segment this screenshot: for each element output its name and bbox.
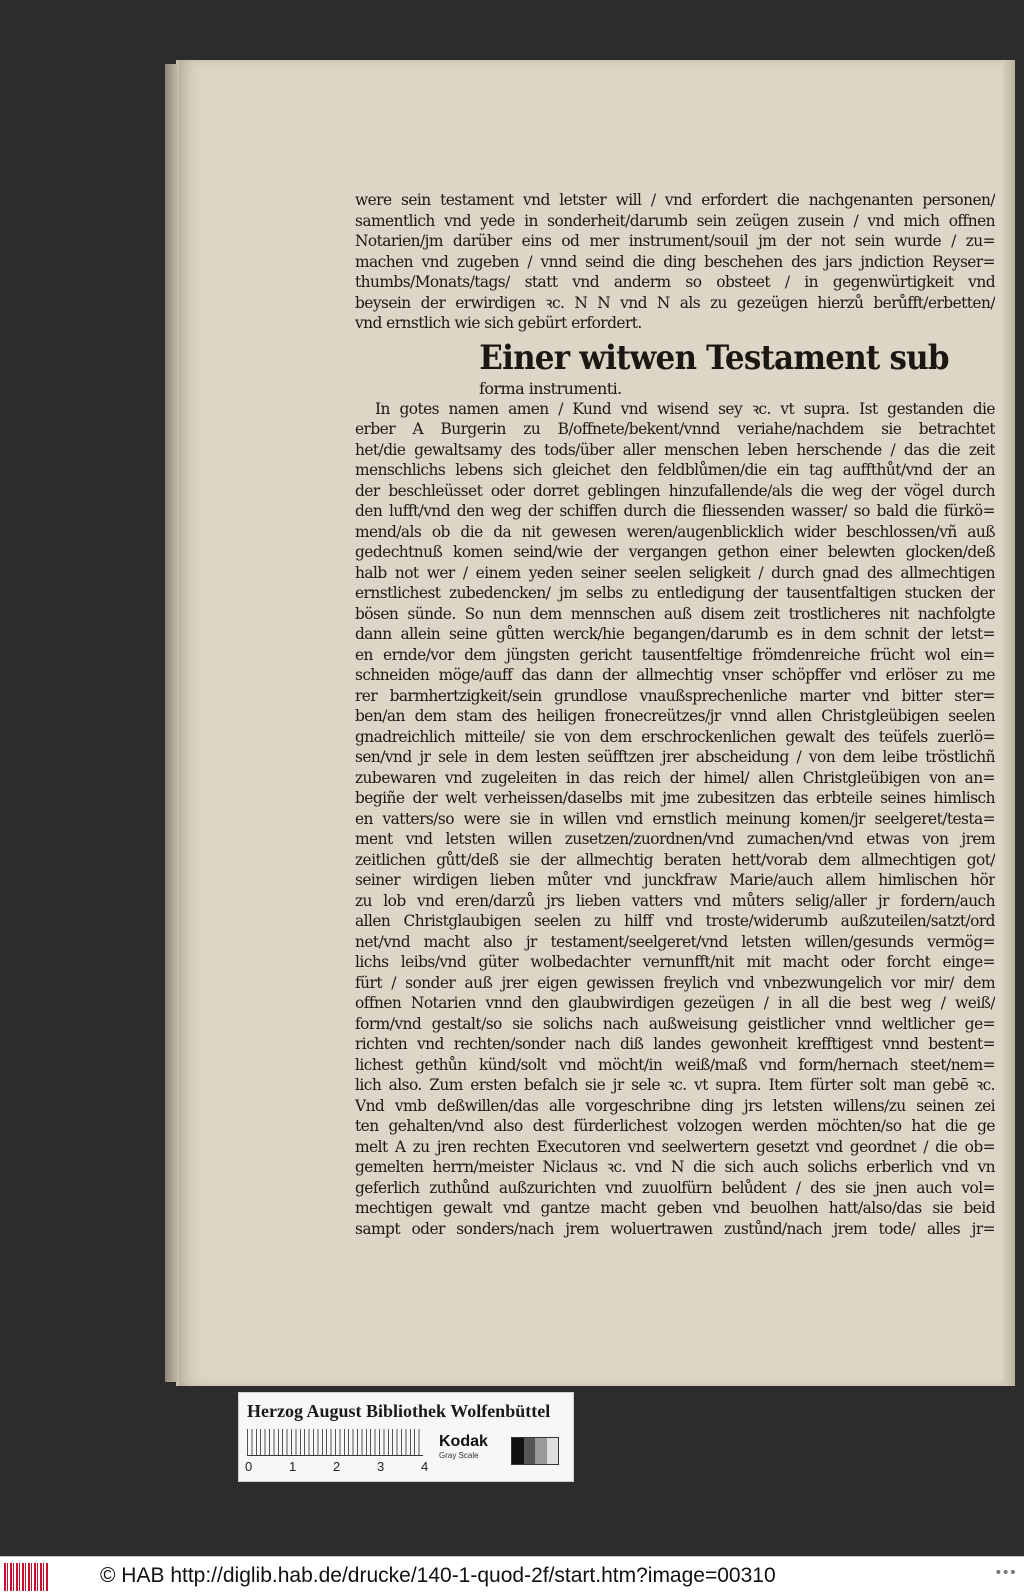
ruler-label: 4 [421, 1459, 429, 1474]
text-line: allen Christglaubigen seelen zu hilff vnd troste/widerumb außzuteilen/satzt/ord [355, 912, 995, 930]
text-line: net/vnd macht also jr testament/seelgeret/vnd letsten willen/gesunds vermög= [355, 932, 995, 951]
text-line: richten vnd rechten/sonder nach diß landes gewonheit krefftigest vnnd bestent= [355, 1035, 995, 1053]
text-line: form/vnd gestalt/so sie solichs nach außweisung geistlicher vnnd weltlicher ge= [355, 1014, 995, 1033]
book-page [176, 60, 1015, 1386]
paragraph-continuation [355, 190, 995, 334]
text-line: het/die gewaltsamy des tods/über aller menschen leben herschende / das die zeit [355, 440, 995, 459]
text-line: erber A Burgerin zu B/offnete/bekent/vnnd veriahe/nachdem sie betrachtet [355, 420, 995, 438]
section-heading: Einer witwen Testament sub [479, 338, 949, 377]
text-line: were sein testament vnd letster will / vnd erfordert die nachgenanten personen/ [355, 191, 995, 209]
text-line: seiner wirdigen lieben můter vnd junckfraw Marie/auch allem himlischen hör [355, 871, 995, 889]
page-text-block [355, 190, 995, 1239]
gray-swatches [511, 1437, 559, 1465]
text-line: zeitlichen gůtt/deß sie der allmechtig beraten hett/vorab dem allmechtigen got/ [355, 850, 995, 869]
text-line: en vatters/so were sie in willen vnd ernstlich meinung komen/jr seelgeret/testa= [355, 809, 995, 828]
ruler-label: 0 [245, 1459, 253, 1474]
text-line: schneiden möge/auff das dann der allmechtig vnser schöpffer vnd erlöser zu me [355, 666, 995, 684]
gray-swatch [512, 1438, 524, 1464]
text-line: bösen sünde. So nun dem mennschen auß disem zeit trostlicheres nit nachfolgte [355, 604, 995, 623]
kodak-logo: Kodak [439, 1433, 488, 1450]
text-line: samentlich vnd yede in sonderheit/darumb sein zeügen zusein / vnd mich offnen [355, 211, 995, 230]
text-line: ment vnd letsten willen zusetzen/zuordnen/vnd zumachen/vnd etwas von jrem [355, 830, 995, 848]
text-line: ben/an dem stam des heiligen fronecreützes/jr vnnd allen Christgleübigen seelen [355, 707, 995, 725]
text-line: lichs leibs/vnd güter wolbedachter vernunfft/nit mit macht oder forcht einge= [355, 953, 995, 971]
text-line: In gotes namen amen / Kund vnd wisend sey ꝛc. vt supra. Ist gestanden die [375, 399, 995, 418]
text-line: menschlichs lebens sich gleichet den feldblůmen/die ein tag auffthůt/vnd der an [355, 461, 995, 479]
text-line: den lufft/vnd den weg der schiffen durch die fliessenden wasser/ so bald die fürkö= [355, 502, 995, 520]
text-line: rer barmhertzigkeit/sein grundlose vnaußsprechenliche marter vnd bitter ster= [355, 686, 995, 705]
ruler-labels [245, 1459, 429, 1475]
text-line: ernstlichest zubedencken/ jm selbs zu entledigung der tausentfaltigen stucken der [355, 584, 995, 602]
text-line: begiñe der welt verheissen/daselbs mit jme zubesitzen das erbteile seines himlisch [355, 789, 995, 807]
text-line: gedechtnuß komen seind/wie der vergangen gethon einer belewten glocken/deß [355, 543, 995, 561]
text-line: offnen Notarien vnnd den glaubwirdigen gezeügen / in all die best weg / weiß/ [355, 994, 995, 1012]
text-line: lich also. Zum ersten befalch sie jr sele ꝛc. vt supra. Item fürter solt man gebē ꝛc. [355, 1076, 995, 1094]
text-line: ten gehalten/vnd also dest fürderlichest volzogen werden möchten/so hat die ge [355, 1117, 995, 1135]
text-line: zubewaren vnd zugeleiten in das reich der himel/ allen Christgleübigen von an= [355, 768, 995, 787]
status-bar [0, 1556, 1024, 1596]
institution-label: Herzog August Bibliothek Wolfenbüttel [247, 1401, 551, 1421]
ruler-label: 2 [333, 1459, 341, 1474]
text-line: fürt / sonder auß jrer eigen gewissen freylich vnd vnbezwungelich vor mir/ dem [355, 973, 995, 992]
section-subheading: forma instrumenti. [479, 378, 622, 398]
text-line: thumbs/Monats/tags/ statt vnd anderm so obsteet / in gegenwürtigkeit vnd [355, 273, 995, 291]
text-line: machen vnd zugeben / vnnd seind die ding beschehen des jars jndiction Reyser= [355, 252, 995, 271]
text-line: Notarien/jm darüber eins od mer instrument/souil jm der not sein wurde / zu= [355, 232, 995, 250]
text-line: gemelten herrn/meister Niclaus ꝛc. vnd N die sich auch solichs erberlich vnd vn [355, 1158, 995, 1176]
gray-swatch [547, 1438, 559, 1464]
text-line: mechtigen gewalt vnd gantze macht geben vnd beuolhen hatt/also/das sie beid [355, 1199, 995, 1217]
text-line: gnadreichlich mitteile/ sie von dem erschrockenlichen gewalt des teüfels zuerlö= [355, 727, 995, 746]
text-line: dann allein seine gůtten werck/hie begangen/darumb es in dem schnit der letst= [355, 625, 995, 643]
text-line: beysein der erwirdigen ꝛc. N N vnd N als zu gezeügen hierzů berůfft/erbetten/ [355, 293, 995, 312]
text-line: der beschleüsset oder dorret geblingen hinzufallende/als die weg der vögel durch [355, 481, 995, 500]
color-calibration-bar [238, 1392, 574, 1482]
text-line: vnd ernstlich wie sich gebürt erfordert. [355, 314, 642, 332]
gray-swatch [535, 1438, 547, 1464]
scale-ruler [247, 1429, 423, 1456]
text-line: sampt oder sonders/nach jrem woluertrawen zustůnd/nach jrem tode/ alles jr= [355, 1219, 995, 1238]
text-line: melt A zu jren rechten Executoren vnd seelwertern gesetzt vnd geordnet / die ob= [355, 1137, 995, 1156]
text-line: mend/als ob die da nit gewesen weren/augenblicklich wider beschlossen/vñ auß [355, 522, 995, 541]
text-line: zu lob vnd eren/darzů jrs lieben vatters vnd můters selig/aller jr fordern/auch [355, 891, 995, 910]
text-line: lichest gethůn künd/solt vnd möcht/in weiß/maß vnd form/hernach steet/nem= [355, 1055, 995, 1074]
text-line: geferlich zuthůnd außzurichten vnd zuuolfürn belůdent / des sie jnen auch vol= [355, 1178, 995, 1197]
copyright-url[interactable]: © HAB http://diglib.hab.de/drucke/140-1-quod-2f/start.htm?image=00310 [100, 1564, 776, 1587]
gray-swatch [524, 1438, 536, 1464]
page-edge [1003, 60, 1015, 1386]
paragraph-body [355, 399, 995, 1240]
text-line: halb not wer / einem yeden seiner seelen seligkeit / durch gnad des allmechtigen [355, 563, 995, 582]
ruler-label: 1 [289, 1459, 297, 1474]
text-line: sen/vnd jr sele in dem lesten seüfftzen jrer abscheidung / von dem leibe tröstlichñ [355, 748, 995, 766]
grayscale-label: Gray Scale [439, 1451, 479, 1460]
text-line: en ernde/vor dem jüngsten gericht tausentfeltige frömdenreiche frücht wol ein= [355, 645, 995, 664]
barcode-icon [4, 1563, 48, 1591]
text-line: Vnd vmb deßwillen/das alle vorgeschribne ding jrs letsten willens/zu seinen zei [355, 1096, 995, 1115]
more-icon[interactable]: ••• [994, 1565, 1016, 1581]
ruler-label: 3 [377, 1459, 385, 1474]
